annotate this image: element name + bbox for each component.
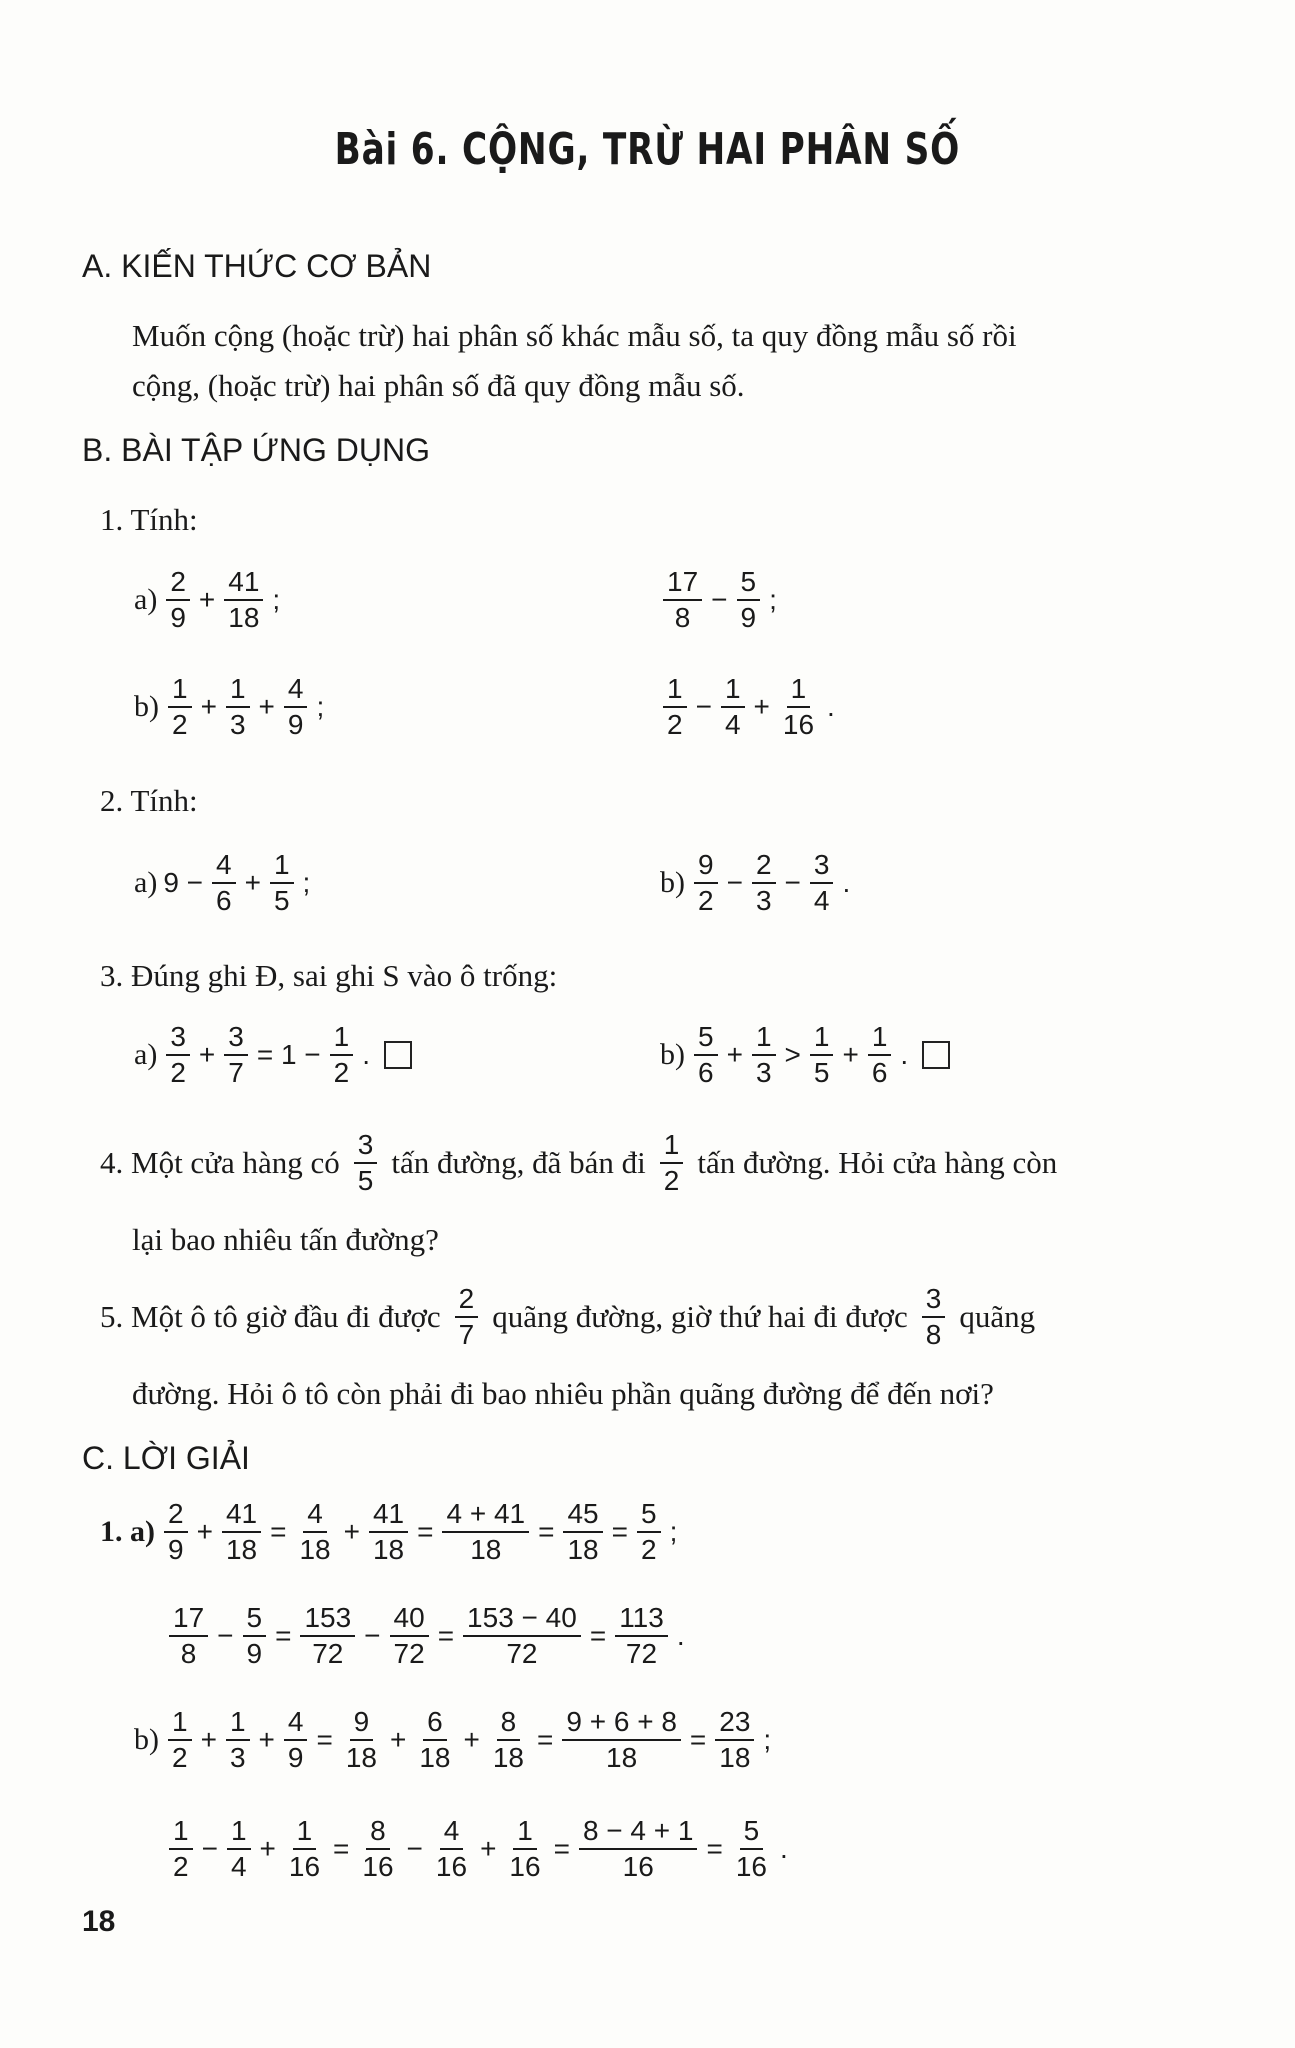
ex5-text-a: 5. Một ô tô giờ đầu đi được bbox=[100, 1299, 441, 1334]
label-a: a) bbox=[134, 1038, 158, 1071]
ex2-a: a) 9 − $\frac{4}{6}$ + $\frac{1}{5}$ ; bbox=[134, 849, 311, 916]
ex5-text-b: quãng đường, giờ thứ hai đi được bbox=[492, 1299, 908, 1334]
ex3-a: a) $\frac{3}{2}$ + $\frac{3}{7}$ = 1 − $\frac{1}{2}$ . bbox=[134, 1020, 412, 1090]
section-a-line2: cộng, (hoặc trừ) hai phân số đã quy đồng mẫu số. bbox=[132, 368, 745, 403]
section-a-heading: A. KIẾN THỨC CƠ BẢN bbox=[82, 248, 432, 284]
page-title: Bài 6. CỘNG, TRỪ HAI PHÂN SỐ bbox=[334, 124, 961, 175]
exercise-1-heading: 1. Tính: bbox=[100, 502, 198, 537]
section-b-heading: B. BÀI TẬP ỨNG DỤNG bbox=[82, 432, 430, 468]
solution-1a-line1: 1. a) $\frac{2}{9}$ + $\frac{41}{18}$ = $\frac{4}{18}$ + $\frac{41}{18}$ = $\frac{4 + 41}{18}$ = $\frac{45}{18}$ = $\frac{5}{2}$ ; bbox=[100, 1498, 678, 1565]
answer-checkbox-b[interactable] bbox=[922, 1041, 950, 1069]
ex3-b: b) $\frac{5}{6}$ + $\frac{1}{3}$ > $\frac{1}{5}$ + $\frac{1}{6}$ . bbox=[660, 1020, 950, 1090]
label-b: b) bbox=[660, 866, 685, 899]
label-a: a) bbox=[134, 866, 158, 899]
solution-1b-line1: b) $\frac{1}{2}$ + $\frac{1}{3}$ + $\frac{4}{9}$ = $\frac{9}{18}$ + $\frac{6}{18}$ + $\frac{8}{18}$ = $\frac{9 + 6 + 8}{18}$ = $\frac{23}{18}$ ; bbox=[134, 1706, 772, 1773]
ex2-b: b) $\frac{9}{2}$ − $\frac{2}{3}$ − $\frac{3}{4}$ . bbox=[660, 849, 851, 916]
section-a-line1: Muốn cộng (hoặc trừ) hai phân số khác mẫu số, ta quy đồng mẫu số rồi bbox=[132, 318, 1017, 353]
section-c-heading: C. LỜI GIẢI bbox=[82, 1440, 250, 1476]
exercise-5-line2: đường. Hỏi ô tô còn phải đi bao nhiêu phần quãng đường để đến nơi? bbox=[132, 1376, 994, 1411]
ex1-a-left: a) $\frac{2}{9}$ + $\frac{41}{18}$ ; bbox=[134, 566, 281, 633]
label-1a: 1. a) bbox=[100, 1515, 155, 1548]
label-b: b) bbox=[660, 1038, 685, 1071]
label-b: b) bbox=[134, 690, 159, 723]
exercise-4-line1: 4. Một cửa hàng có $\frac{3}{5}$ tấn đường, đã bán đi $\frac{1}{2}$ tấn đường. Hỏi cửa hàng còn bbox=[100, 1129, 1058, 1196]
exercise-4-line2: lại bao nhiêu tấn đường? bbox=[132, 1222, 439, 1257]
ex4-text-a: 4. Một cửa hàng có bbox=[100, 1145, 340, 1180]
label-b: b) bbox=[134, 1723, 159, 1756]
ex4-text-c: tấn đường. Hỏi cửa hàng còn bbox=[697, 1145, 1058, 1180]
answer-checkbox-a[interactable] bbox=[384, 1041, 412, 1069]
ex5-text-c: quãng bbox=[959, 1299, 1036, 1334]
solution-1a-line2: $\frac{17}{8}$ − $\frac{5}{9}$ = $\frac{153}{72}$ − $\frac{40}{72}$ = $\frac{153 - 40}{72}$ = $\frac{113}{72}$ . bbox=[166, 1601, 691, 1671]
solution-1b-line2: $\frac{1}{2}$ − $\frac{1}{4}$ + $\frac{1}{16}$ = $\frac{8}{16}$ − $\frac{4}{16}$ + $\frac{1}{16}$ = $\frac{8 - 4 + 1}{16}$ = $\frac{5}{16}$ . bbox=[166, 1814, 794, 1884]
ex1-b-left: b) $\frac{1}{2}$ + $\frac{1}{3}$ + $\frac{4}{9}$ ; bbox=[134, 673, 325, 740]
exercise-3-heading: 3. Đúng ghi Đ, sai ghi S vào ô trống: bbox=[100, 958, 558, 993]
ex4-text-b: tấn đường, đã bán đi bbox=[391, 1145, 646, 1180]
label-a: a) bbox=[134, 583, 158, 616]
ex1-b-right: $\frac{1}{2}$ − $\frac{1}{4}$ + $\frac{1}{16}$ . bbox=[660, 672, 841, 742]
exercise-5-line1: 5. Một ô tô giờ đầu đi được $\frac{2}{7}$ quãng đường, giờ thứ hai đi được $\frac{3}{8}$ quãng bbox=[100, 1283, 1036, 1350]
exercise-2-heading: 2. Tính: bbox=[100, 783, 198, 818]
ex1-a-right: $\frac{17}{8}$ − $\frac{5}{9}$ ; bbox=[660, 565, 783, 635]
page-number: 18 bbox=[82, 1905, 116, 1938]
